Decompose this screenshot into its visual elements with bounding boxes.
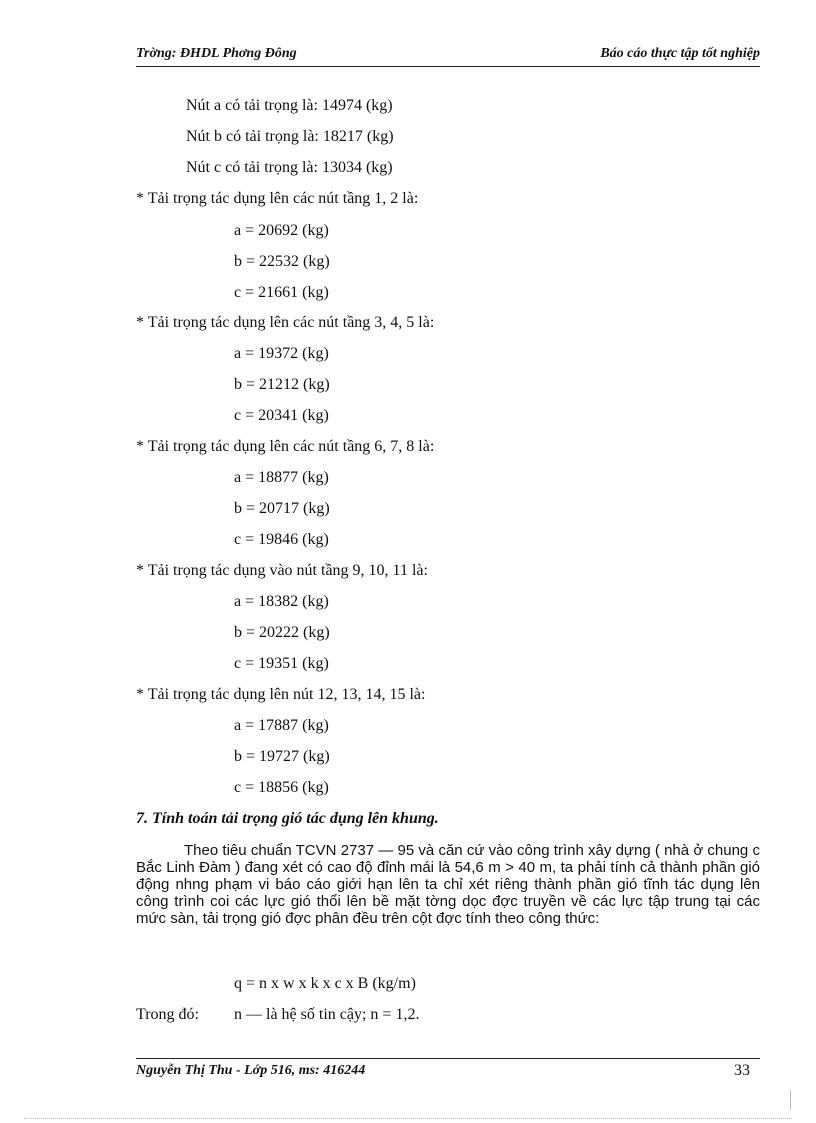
group-5-title: * Tải trọng tác dụng lên nút 12, 13, 14, 15 là: [136,686,426,703]
intro-line-c: Nút c có tải trọng là: 13034 (kg) [186,159,393,176]
page-corner-marker [790,1090,791,1110]
group-2-value-a: a = 19372 (kg) [234,345,329,362]
group-5-value-a: a = 17887 (kg) [234,717,329,734]
group-4-title: * Tải trọng tác dụng vào nút tầng 9, 10, 11 là: [136,562,428,579]
page-header [136,46,760,67]
group-1-value-c: c = 21661 (kg) [234,284,329,301]
group-1-title: * Tải trọng tác dụng lên các nút tầng 1, 2 là: [136,190,419,207]
intro-line-b: Nút b có tải trọng là: 18217 (kg) [186,128,394,145]
header-school: Trờng: ĐHDL Phơng Đông [136,46,297,61]
group-3-title: * Tải trọng tác dụng lên các nút tầng 6, 7, 8 là: [136,438,435,455]
wind-load-formula: q = n x w x k x c x B (kg/m) [234,975,416,992]
intro-line-a: Nút a có tải trọng là: 14974 (kg) [186,97,393,114]
group-3-value-a: a = 18877 (kg) [234,469,329,486]
page-footer [136,1058,760,1085]
group-2-value-c: c = 20341 (kg) [234,407,329,424]
group-4-value-b: b = 20222 (kg) [234,624,330,641]
where-label: Trong đó: [136,1006,199,1023]
footer-author: Nguyễn Thị Thu - Lớp 516, ms: 416244 [136,1063,366,1078]
section-heading: 7. Tính toán tải trọng gió tác dụng lên khung. [136,810,439,827]
body-paragraph: Theo tiêu chuẩn TCVN 2737 — 95 và căn cứ vào công trình xây dựng ( nhà ở chung c Bắc Linh Đàm ) đang xét có cao độ đỉnh mái là 54,6 m > 40 m, ta phải tính cả thành phần gió động nhng phạm vi báo cáo giới hạn lên ta chỉ xét riêng thành phần gió tĩnh tác dụng lên công trình coi các lực gió thổi lên bề mặt tờng dọc đợc truyền về các lực tập trung tại các mức sàn, tải trọng gió đợc phân đều trên cột đợc tính theo công thức: [136,842,760,927]
group-1-value-a: a = 20692 (kg) [234,222,329,239]
group-3-value-c: c = 19846 (kg) [234,531,329,548]
group-1-value-b: b = 22532 (kg) [234,253,330,270]
group-2-title: * Tải trọng tác dụng lên các nút tầng 3, 4, 5 là: [136,314,435,331]
group-4-value-a: a = 18382 (kg) [234,593,329,610]
page-number: 33 [734,1062,750,1079]
group-5-value-b: b = 19727 (kg) [234,748,330,765]
group-3-value-b: b = 20717 (kg) [234,500,330,517]
where-definition: n — là hệ số tin cậy; n = 1,2. [234,1006,420,1023]
group-4-value-c: c = 19351 (kg) [234,655,329,672]
page-edge-divider [24,1118,792,1119]
group-5-value-c: c = 18856 (kg) [234,779,329,796]
group-2-value-b: b = 21212 (kg) [234,376,330,393]
header-report-title: Báo cáo thực tập tốt nghiệp [600,46,760,61]
